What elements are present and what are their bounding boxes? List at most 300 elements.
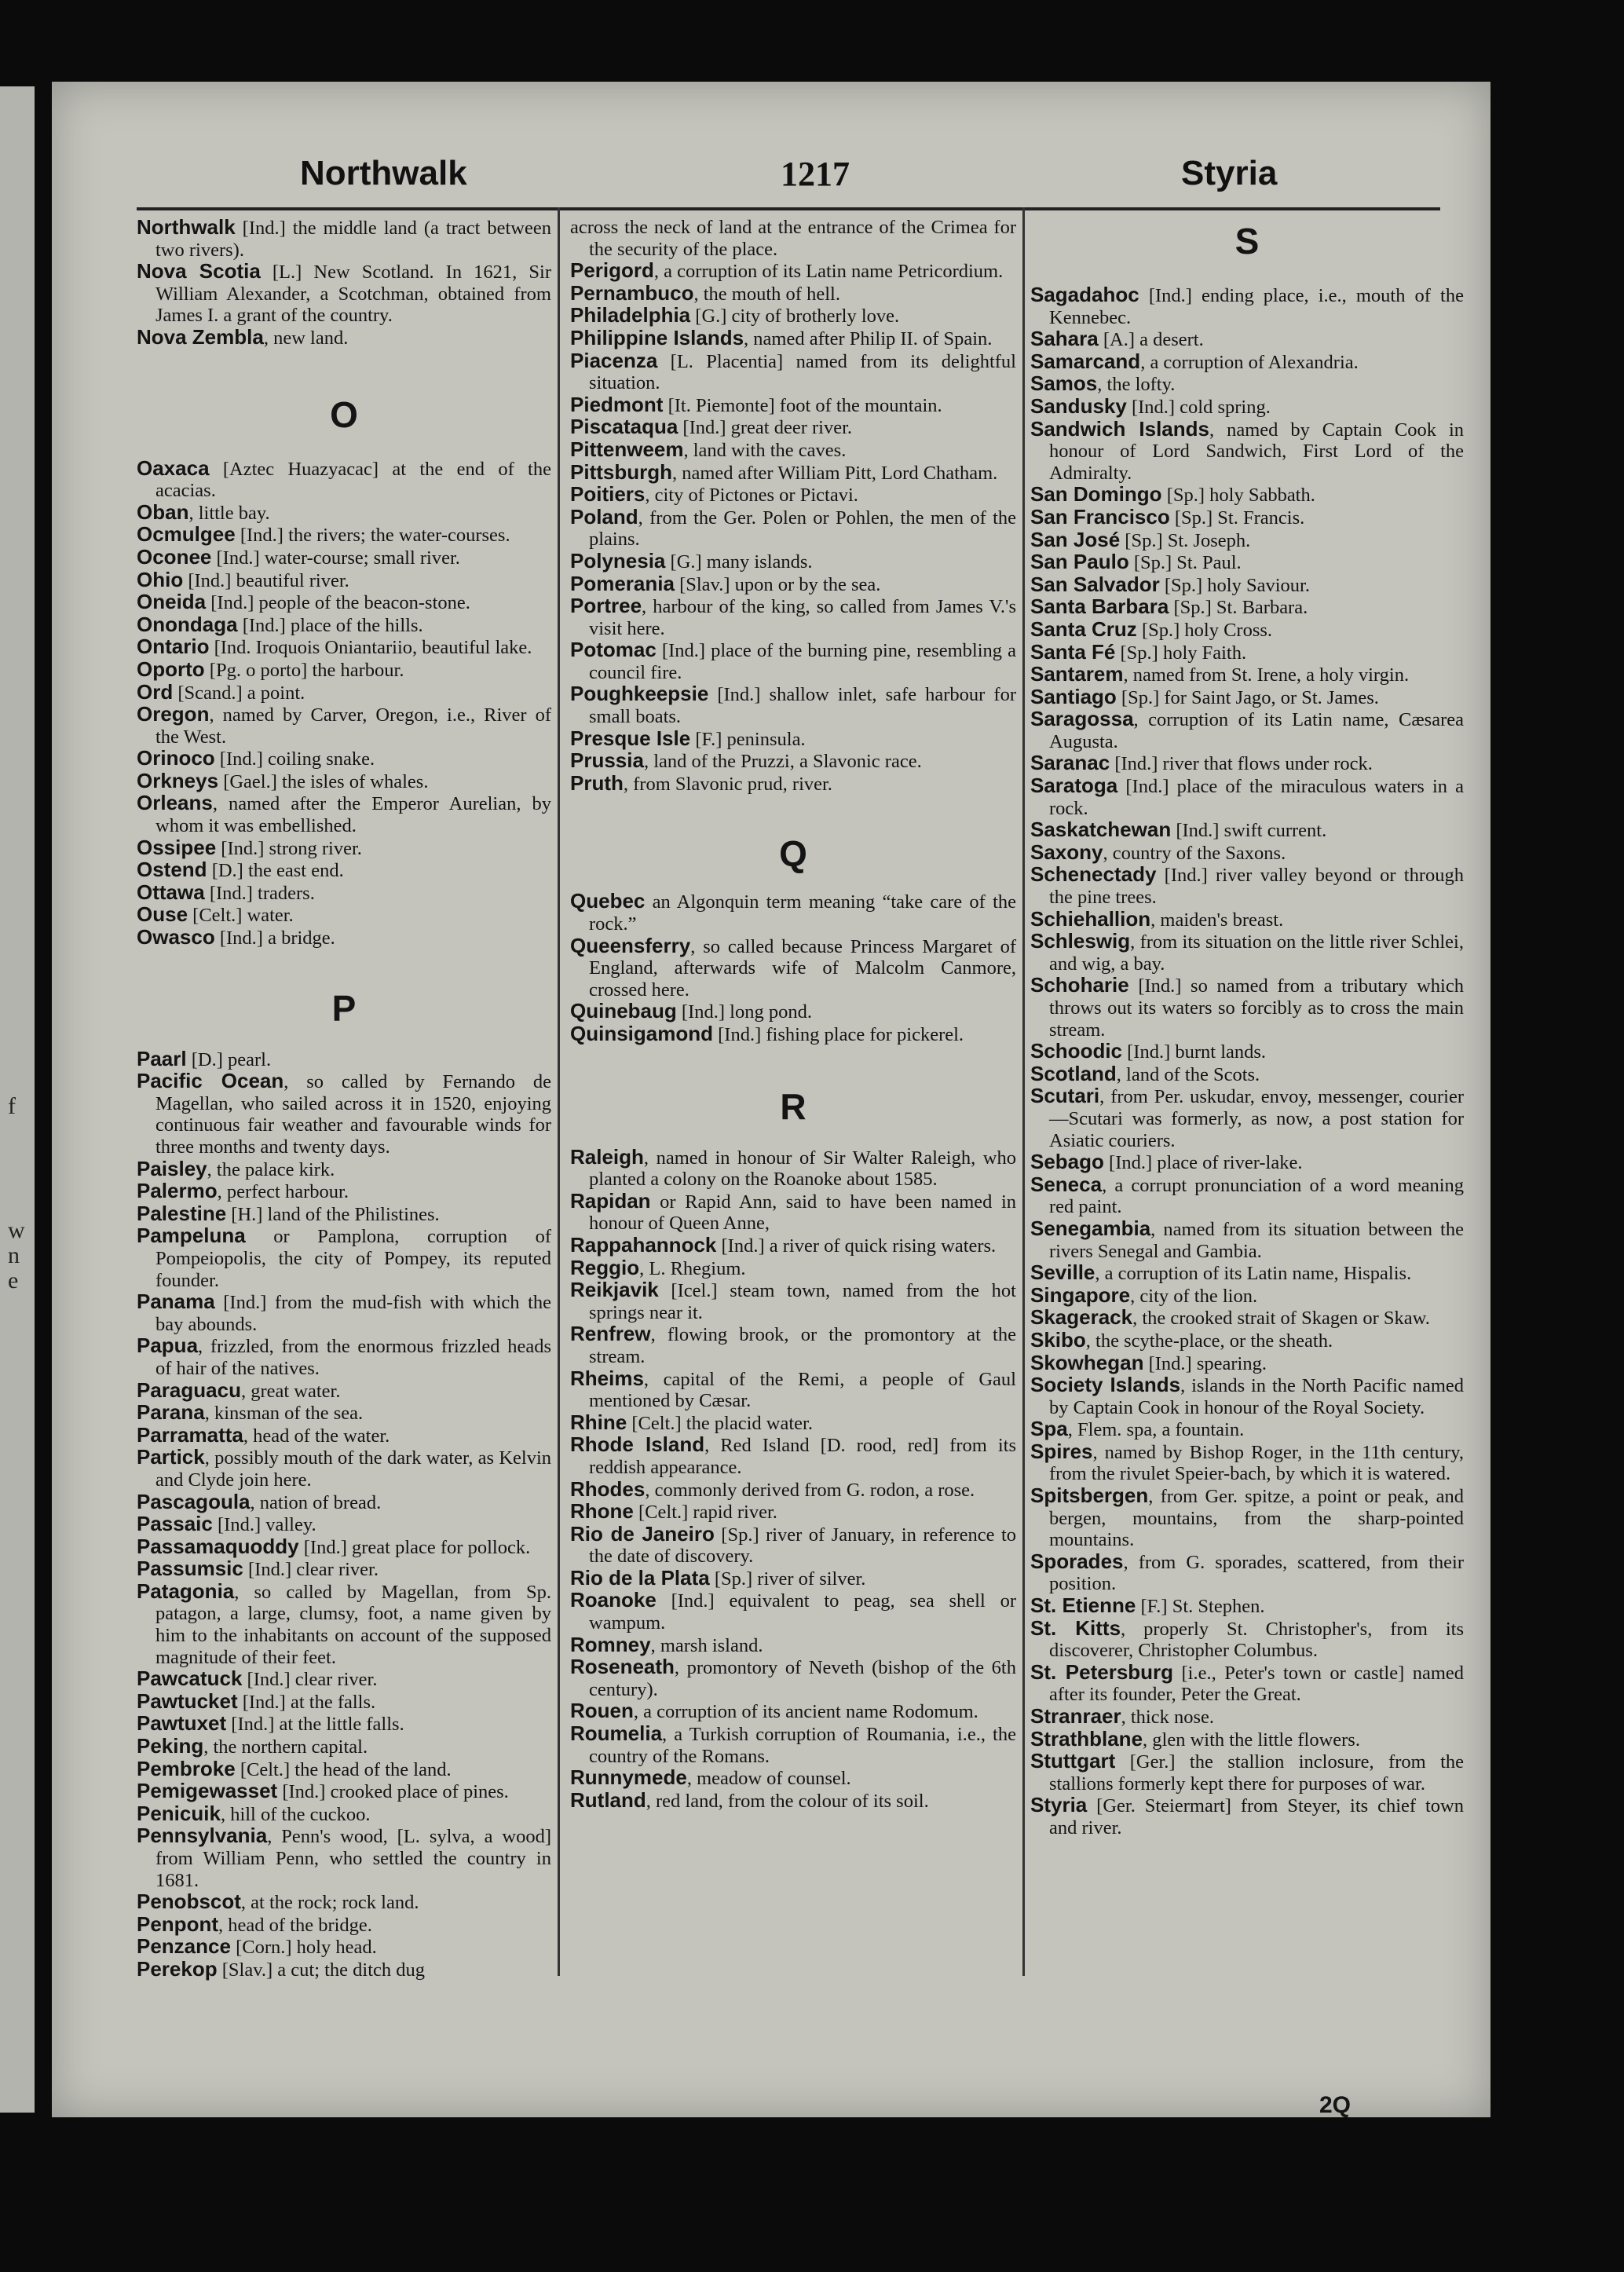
- dictionary-entry: [1030, 752, 1464, 775]
- entry-headword: Rhone: [570, 1499, 634, 1524]
- dictionary-entry: [137, 1936, 551, 1959]
- dictionary-entry: [1030, 504, 1464, 529]
- entry-definition: [Celt.] rapid river.: [633, 1502, 777, 1524]
- dictionary-entry: [137, 704, 551, 748]
- entry-definition: , a corruption of Alexandria.: [1140, 351, 1359, 373]
- entry-definition: , a corruption of its ancient name Rodomum.: [633, 1701, 978, 1723]
- entry-definition: [Ind.] the rivers; the water-courses.: [235, 525, 510, 547]
- dictionary-entry: [1030, 1085, 1464, 1151]
- dictionary-entry: [1030, 1327, 1464, 1352]
- dictionary-entry: [1030, 819, 1464, 842]
- entry-definition: , the mouth of hell.: [693, 283, 840, 305]
- entry-headword: Rutland: [570, 1787, 646, 1812]
- dictionary-entry: [570, 1323, 1016, 1367]
- entry-definition: [Ind.] so named from a tributary which throws out its waters so forcibly as to cross the main stream.: [1049, 975, 1464, 1041]
- entry-definition: , meadow of counsel.: [686, 1768, 851, 1790]
- dictionary-entry: [1030, 1063, 1464, 1086]
- dictionary-entry: [1030, 1218, 1464, 1262]
- entry-headword: Nova Zembla: [137, 324, 264, 349]
- dictionary-entry: [137, 1377, 551, 1403]
- entry-definition: [Sp.] river of January, in reference to the date of discovery.: [589, 1524, 1017, 1568]
- entry-headword: Passaic: [137, 1512, 213, 1536]
- adjacent-page-fragment: f: [8, 1093, 16, 1119]
- entry-headword: Santarem: [1030, 662, 1124, 686]
- entry-definition: , named from St. Irene, a holy virgin.: [1123, 664, 1410, 686]
- entry-headword: Saskatchewan: [1030, 818, 1172, 842]
- dictionary-entry: [137, 882, 551, 905]
- entry-headword: Philippine Islands: [570, 325, 744, 349]
- entry-headword: Paisley: [137, 1156, 207, 1180]
- dictionary-entry: [137, 499, 551, 525]
- dictionary-entry: [1030, 1795, 1464, 1838]
- dictionary-entry: [137, 1536, 551, 1559]
- dictionary-entry: [570, 217, 1016, 260]
- dictionary-entry: [137, 455, 551, 502]
- entry-definition: [A.] a desert.: [1098, 329, 1204, 351]
- dictionary-entry: [137, 837, 551, 860]
- dictionary-entry: [1030, 1282, 1464, 1308]
- section-letter: Q: [779, 833, 807, 875]
- entry-headword: Portree: [570, 594, 642, 618]
- entry-definition: , from Ger. spitze, a point or peak, and bergen, mountains, from the sharp-pointed mountains.: [1049, 1486, 1464, 1551]
- entry-headword: Saratoga: [1030, 774, 1118, 798]
- dictionary-entry: [1030, 686, 1464, 709]
- dictionary-entry: [137, 1513, 551, 1536]
- entry-definition: [Ind.] ending place, i.e., mouth of the Kennebec.: [1049, 285, 1464, 328]
- dictionary-entry: [1030, 373, 1464, 396]
- entry-headword: Schoharie: [1030, 973, 1129, 997]
- entry-headword: Orinoco: [137, 746, 215, 770]
- entry-headword: Potomac: [570, 638, 657, 662]
- entry-headword: Sandwich Islands: [1030, 416, 1209, 441]
- entry-definition: [Slav.] upon or by the sea.: [674, 573, 881, 595]
- entry-headword: Pittenweem: [570, 437, 684, 461]
- entry-definition: [L.] New Scotland. In 1621, Sir William Alexander, a Scotchman, obtained from James I. a grant of the country.: [155, 262, 551, 327]
- dictionary-entry: [1030, 574, 1464, 597]
- entry-headword: Rouen: [570, 1699, 634, 1723]
- dictionary-entry: [570, 1590, 1016, 1634]
- dictionary-entry: [1030, 596, 1464, 619]
- entry-definition: [Ind.] great deer river.: [678, 417, 853, 439]
- entry-headword: Presque Isle: [570, 726, 691, 750]
- entry-definition: , marsh island.: [650, 1634, 763, 1656]
- entry-definition: , named from its situation between the rivers Senegal and Gambia.: [1049, 1218, 1464, 1262]
- entry-definition: [L. Placentia] named from its delightful situation.: [589, 350, 1016, 394]
- entry-headword: Pacific Ocean: [137, 1069, 284, 1093]
- entry-definition: [Ind.] water-course; small river.: [211, 547, 460, 569]
- entry-headword: Oconee: [137, 544, 212, 569]
- entry-definition: [Ind.] people of the beacon-stone.: [206, 592, 470, 614]
- section-letter: O: [330, 393, 358, 435]
- dictionary-entry: [137, 792, 551, 836]
- entry-definition: [Ind.] from the mud-fish with which the bay abounds.: [155, 1292, 551, 1335]
- entry-definition: [Ind.] great place for pollock.: [298, 1536, 531, 1558]
- entry-headword: Parana: [137, 1400, 205, 1425]
- entry-headword: Ontario: [137, 635, 210, 659]
- dictionary-entry: [570, 327, 1016, 350]
- entry-headword: Palestine: [137, 1201, 227, 1225]
- dictionary-entry: [570, 1501, 1016, 1524]
- dictionary-entry: [1030, 616, 1464, 642]
- entry-headword: Reikjavik: [570, 1278, 659, 1302]
- entry-definition: , commonly derived from G. rodon, a rose.: [645, 1479, 975, 1501]
- entry-headword: Santa Barbara: [1030, 595, 1169, 619]
- entry-definition: [Ind.] strong river.: [216, 837, 362, 859]
- entry-headword: Patagonia: [137, 1579, 235, 1603]
- column-2: [570, 217, 1016, 1812]
- entry-headword: Northwalk: [137, 215, 236, 239]
- entry-headword: Singapore: [1030, 1282, 1131, 1307]
- dictionary-entry: [570, 439, 1016, 462]
- entry-headword: Peking: [137, 1734, 204, 1758]
- dictionary-entry: [1030, 1706, 1464, 1729]
- dictionary-entry: [137, 1688, 551, 1714]
- entry-definition: [D.] pearl.: [186, 1048, 272, 1070]
- dictionary-entry: [137, 1803, 551, 1826]
- entry-headword: Owasco: [137, 925, 215, 949]
- dictionary-entry: [570, 1188, 1016, 1235]
- entry-headword: Schleswig: [1030, 929, 1131, 953]
- adjacent-page-fragment: n: [8, 1242, 20, 1268]
- section-letter: P: [331, 987, 357, 1029]
- entry-definition: [Ind.] place of the burning pine, resembling a council fire.: [589, 640, 1016, 683]
- entry-definition: [Ind.] place of the hills.: [237, 614, 423, 636]
- entry-definition: [Ind.] long pond.: [676, 1001, 812, 1023]
- entry-definition: [G.] many islands.: [665, 551, 813, 573]
- entry-definition: , named by Carver, Oregon, i.e., River of the West.: [155, 704, 551, 748]
- entry-headword: Renfrew: [570, 1322, 651, 1346]
- entry-definition: [Sp.] holy Cross.: [1136, 619, 1273, 641]
- entry-headword: Paarl: [137, 1046, 187, 1070]
- entry-definition: , from its situation on the little river Schlei, and wig, a bay.: [1049, 931, 1464, 975]
- entry-headword: Scotland: [1030, 1061, 1117, 1085]
- entry-headword: Scutari: [1030, 1084, 1100, 1108]
- dictionary-entry: [1030, 1659, 1464, 1706]
- entry-headword: Sagadahoc: [1030, 283, 1139, 306]
- entry-definition: , corruption of its Latin name, Cæsarea Augusta.: [1049, 709, 1464, 752]
- dictionary-entry: [137, 591, 551, 614]
- dictionary-entry: [570, 1565, 1016, 1590]
- dictionary-entry: [1030, 1551, 1464, 1595]
- column-3: [1030, 217, 1464, 1839]
- dictionary-entry: [137, 1956, 551, 1981]
- entry-definition: , named after the Emperor Aurelian, by whom it was embellished.: [155, 793, 551, 837]
- entry-headword: Schiehallion: [1030, 906, 1151, 931]
- dictionary-entry: [570, 935, 1016, 1001]
- entry-headword: Spa: [1030, 1417, 1068, 1441]
- entry-definition: , a corruption of its Latin name Petricordium.: [653, 261, 1004, 283]
- entry-definition: , a corrupt pronunciation of a word meaning red paint.: [1049, 1174, 1464, 1218]
- dictionary-entry: [570, 573, 1016, 596]
- entry-headword: Paraguacu: [137, 1377, 241, 1402]
- dictionary-entry: [1030, 1485, 1464, 1551]
- entry-headword: Pomerania: [570, 571, 675, 595]
- entry-definition: , head of the water.: [243, 1425, 390, 1447]
- dictionary-entry: [570, 1144, 1016, 1191]
- entry-definition: [Sp.] holy Faith.: [1115, 642, 1247, 664]
- adjacent-page-strip: [0, 86, 35, 2113]
- entry-headword: Oporto: [137, 657, 205, 681]
- entry-definition: [D.] the east end.: [207, 860, 344, 882]
- entry-headword: Spires: [1030, 1439, 1093, 1463]
- dictionary-entry: [137, 1203, 551, 1226]
- entry-definition: , thick nose.: [1121, 1707, 1215, 1728]
- entry-definition: , so called because Princess Margaret of England, afterwards wife of Malcolm Canmore, crossed here.: [589, 935, 1016, 1001]
- entry-definition: [Ind. Iroquois Oniantariio, beautiful lake.: [209, 637, 532, 659]
- entry-definition: [It. Piemonte] foot of the mountain.: [663, 394, 942, 416]
- signature-mark: 2Q: [1319, 2092, 1352, 2118]
- entry-definition: [Ind.] shallow inlet, safe harbour for small boats.: [589, 684, 1016, 728]
- dictionary-entry: [137, 569, 551, 592]
- dictionary-entry: [137, 636, 551, 659]
- dictionary-entry: [1030, 1307, 1464, 1330]
- dictionary-entry: [1030, 1615, 1464, 1662]
- entry-headword: Oregon: [137, 702, 210, 726]
- dictionary-entry: [1030, 1418, 1464, 1441]
- entry-headword: Ocmulgee: [137, 522, 236, 547]
- entry-definition: [F.] St. Stephen.: [1136, 1596, 1265, 1618]
- entry-headword: Quebec: [570, 889, 646, 913]
- dictionary-entry: [570, 305, 1016, 327]
- adjacent-page-fragment: e: [8, 1268, 19, 1293]
- entry-headword: Pampeluna: [137, 1224, 246, 1248]
- entry-headword: Quinsigamond: [570, 1022, 713, 1045]
- entry-definition: , glen with the little flowers.: [1143, 1729, 1360, 1751]
- entry-definition: , the scythe-place, or the sheath.: [1085, 1330, 1333, 1352]
- entry-headword: Piscataqua: [570, 415, 678, 439]
- entry-headword: Prussia: [570, 748, 644, 773]
- entry-headword: Samarcand: [1030, 349, 1141, 373]
- entry-definition: , land of the Pruzzi, a Slavonic race.: [643, 751, 922, 773]
- dictionary-entry: [1030, 864, 1464, 908]
- dictionary-entry: [137, 1825, 551, 1891]
- entry-definition: , from Slavonic prud, river.: [623, 773, 832, 795]
- entry-headword: Partick: [137, 1445, 205, 1469]
- entry-headword: Pawtucket: [137, 1688, 238, 1713]
- dictionary-entry: [570, 1476, 1016, 1502]
- entry-headword: Onondaga: [137, 612, 238, 636]
- header-rule: [137, 207, 1440, 210]
- entry-headword: Reggio: [570, 1255, 640, 1279]
- dictionary-entry: [137, 1491, 551, 1514]
- adjacent-page-fragment: w: [8, 1217, 25, 1243]
- running-header: [138, 154, 1442, 201]
- dictionary-entry: [1030, 1726, 1464, 1751]
- dictionary-entry: [1030, 284, 1464, 328]
- dictionary-entry: [1030, 328, 1464, 351]
- entry-definition: , land with the caves.: [683, 439, 847, 461]
- entry-definition: , flowing brook, or the promontory at the stream.: [589, 1324, 1016, 1367]
- dictionary-entry: [570, 350, 1016, 394]
- dictionary-entry: [1030, 1262, 1464, 1285]
- entry-definition: [Ind.] cold spring.: [1126, 396, 1271, 418]
- entry-definition: [Celt.] water.: [188, 905, 294, 927]
- dictionary-entry: [137, 1422, 551, 1447]
- entry-definition: , kinsman of the sea.: [204, 1403, 364, 1425]
- entry-headword: Palermo: [137, 1179, 218, 1203]
- entry-definition: , great water.: [240, 1380, 341, 1402]
- entry-headword: Parramatta: [137, 1422, 243, 1447]
- entry-definition: or Pamplona, corruption of Pompeiopolis, the city of Pompey, its reputed founder.: [155, 1226, 551, 1291]
- dictionary-entry: [1030, 484, 1464, 507]
- dictionary-entry: [570, 750, 1016, 773]
- entry-headword: Pawcatuck: [137, 1666, 243, 1691]
- entry-definition: [Ind.] at the little falls.: [226, 1714, 404, 1736]
- dictionary-entry: [570, 1434, 1016, 1478]
- entry-headword: Ossipee: [137, 835, 217, 859]
- entry-definition: , named by Bishop Roger, in the 11th century, from the rivulet Speier-bach, by which it is watered.: [1049, 1441, 1464, 1485]
- dictionary-entry: [1030, 906, 1464, 931]
- dictionary-entry: [1030, 975, 1464, 1041]
- dictionary-entry: [137, 324, 551, 349]
- entry-definition: [Sp.] St. Paul.: [1128, 552, 1242, 574]
- entry-definition: , red land, from the colour of its soil.: [646, 1790, 929, 1812]
- dictionary-entry: [570, 1257, 1016, 1280]
- entry-definition: , L. Rhegium.: [639, 1257, 746, 1279]
- entry-headword: Saxony: [1030, 840, 1103, 864]
- dictionary-entry: [137, 748, 551, 770]
- dictionary-entry: [1030, 1041, 1464, 1063]
- dictionary-page: [52, 82, 1490, 2117]
- entry-definition: , Red Island [D. rood, red] from its reddish appearance.: [589, 1435, 1016, 1478]
- dictionary-entry: [137, 1048, 551, 1071]
- entry-definition: , from G. sporades, scattered, from their position.: [1049, 1551, 1464, 1595]
- dictionary-entry: [137, 904, 551, 927]
- entry-headword: San Salvador: [1030, 572, 1160, 596]
- entry-definition: , harbour of the king, so called from James V.'s visit here.: [589, 596, 1016, 639]
- entry-headword: Sahara: [1030, 327, 1099, 351]
- entry-definition: [Ind.] swift current.: [1171, 820, 1327, 842]
- entry-headword: Sporades: [1030, 1549, 1124, 1573]
- entry-definition: [H.] land of the Philistines.: [226, 1203, 440, 1225]
- entry-definition: , a corruption of its Latin name, Hispalis.: [1095, 1263, 1412, 1285]
- entry-definition: [Ind.] place of the miraculous waters in a rock.: [1049, 776, 1464, 819]
- dictionary-entry: [137, 1736, 551, 1758]
- entry-headword: Perigord: [570, 258, 654, 283]
- header-first-word: Northwalk: [300, 154, 467, 192]
- entry-definition: [Scand.] a point.: [173, 682, 305, 704]
- entry-headword: Quinebaug: [570, 999, 677, 1023]
- entry-definition: [Aztec Huazyacac] at the end of the acacias.: [155, 458, 551, 502]
- entry-definition: [Ind.] fishing place for pickerel.: [713, 1024, 964, 1045]
- entry-definition: [Ind.] spearing.: [1143, 1352, 1267, 1374]
- dictionary-entry: [137, 1581, 551, 1668]
- entry-definition: , city of Pictones or Pictavi.: [645, 485, 858, 507]
- header-last-word: Styria: [1181, 154, 1278, 192]
- dictionary-entry: [137, 217, 551, 261]
- dictionary-entry: [1030, 1352, 1464, 1375]
- dictionary-entry: [570, 459, 1016, 485]
- dictionary-entry: [570, 1787, 1016, 1813]
- dictionary-entry: [1030, 351, 1464, 374]
- entry-definition: [Sp.] holy Saviour.: [1159, 574, 1310, 596]
- dictionary-entry: [570, 548, 1016, 573]
- entry-headword: Poland: [570, 504, 638, 529]
- entry-definition: an Algonquin term meaning “take care of the rock.”: [589, 891, 1016, 935]
- entry-definition: [G.] city of brotherly love.: [690, 305, 900, 327]
- entry-headword: Pembroke: [137, 1756, 236, 1780]
- entry-headword: Schenectady: [1030, 862, 1157, 887]
- entry-headword: Rio de Janeiro: [570, 1521, 715, 1546]
- entry-definition: [Ind.] river valley beyond or through the pine trees.: [1049, 865, 1464, 909]
- entry-headword: Santa Fé: [1030, 639, 1116, 664]
- dictionary-entry: [570, 1023, 1016, 1046]
- dictionary-entry: [137, 659, 551, 682]
- dictionary-entry: [1030, 551, 1464, 574]
- entry-definition: , land of the Scots.: [1116, 1063, 1260, 1085]
- column-divider: [558, 207, 560, 1976]
- dictionary-entry: [570, 595, 1016, 639]
- entry-definition: [Pg. o porto] the harbour.: [204, 659, 404, 681]
- dictionary-entry: [137, 1447, 551, 1491]
- entry-headword: Saranac: [1030, 751, 1110, 775]
- entry-headword: Oaxaca: [137, 455, 210, 480]
- entry-headword: Ouse: [137, 902, 188, 927]
- entry-headword: Society Islands: [1030, 1373, 1181, 1397]
- entry-headword: Piedmont: [570, 392, 664, 416]
- dictionary-entry: [137, 261, 551, 327]
- entry-definition: , the palace kirk.: [207, 1158, 335, 1180]
- dictionary-entry: [137, 1713, 551, 1736]
- entry-headword: Pernambuco: [570, 280, 694, 305]
- dictionary-entry: [570, 1368, 1016, 1412]
- entry-definition: [Celt.] the head of the land.: [235, 1758, 452, 1780]
- entry-definition: [Ind.] crooked place of pines.: [277, 1781, 509, 1803]
- entry-headword: Raleigh: [570, 1144, 644, 1169]
- dictionary-entry: [1030, 529, 1464, 552]
- entry-headword: San Paulo: [1030, 550, 1129, 574]
- dictionary-entry: [137, 1668, 551, 1691]
- entry-headword: St. Petersburg: [1030, 1659, 1174, 1684]
- entry-headword: St. Etienne: [1030, 1593, 1136, 1618]
- page-number: 1217: [781, 155, 850, 193]
- dictionary-entry: [137, 1891, 551, 1914]
- dictionary-entry: [137, 1070, 551, 1158]
- entry-headword: Poughkeepsie: [570, 682, 709, 706]
- entry-headword: Seneca: [1030, 1172, 1103, 1196]
- entry-definition: [Ind.] clear river.: [243, 1559, 379, 1581]
- dictionary-entry: [570, 683, 1016, 727]
- entry-headword: Styria: [1030, 1793, 1088, 1817]
- dictionary-entry: [570, 1767, 1016, 1790]
- entry-headword: Roseneath: [570, 1655, 675, 1679]
- entry-definition: , named in honour of Sir Walter Raleigh, who planted a colony on the Roanoke about 1585.: [589, 1147, 1016, 1191]
- entry-headword: Ohio: [137, 567, 184, 591]
- entry-definition: , properly St. Christopher's, from its discoverer, Christopher Columbus.: [1049, 1618, 1464, 1662]
- entry-headword: Skagerack: [1030, 1305, 1133, 1330]
- entry-headword: Passamaquoddy: [137, 1534, 299, 1558]
- entry-headword: Philadelphia: [570, 303, 691, 327]
- entry-definition: , little bay.: [188, 502, 270, 524]
- entry-definition: [Celt.] the placid water.: [627, 1412, 813, 1434]
- entry-headword: Skowhegan: [1030, 1350, 1144, 1374]
- entry-headword: Penpont: [137, 1912, 218, 1936]
- entry-headword: Poitiers: [570, 482, 646, 507]
- entry-definition: [F.] peninsula.: [690, 728, 806, 750]
- entry-definition: , promontory of Neveth (bishop of the 6th century).: [589, 1657, 1016, 1700]
- entry-definition: [Ind.] traders.: [204, 882, 315, 904]
- dictionary-entry: [570, 1656, 1016, 1700]
- entry-headword: Pawtuxet: [137, 1711, 227, 1736]
- entry-definition: across the neck of land at the entrance of the Crimea for the security of the place.: [570, 217, 1016, 260]
- entry-headword: Orleans: [137, 791, 213, 815]
- entry-headword: Piacenza: [570, 348, 658, 372]
- entry-definition: [Corn.] holy head.: [230, 1937, 377, 1959]
- dictionary-entry: [137, 614, 551, 637]
- entry-headword: Senegambia: [1030, 1216, 1151, 1240]
- section-letter: R: [780, 1085, 807, 1127]
- column-divider: [1022, 207, 1025, 1976]
